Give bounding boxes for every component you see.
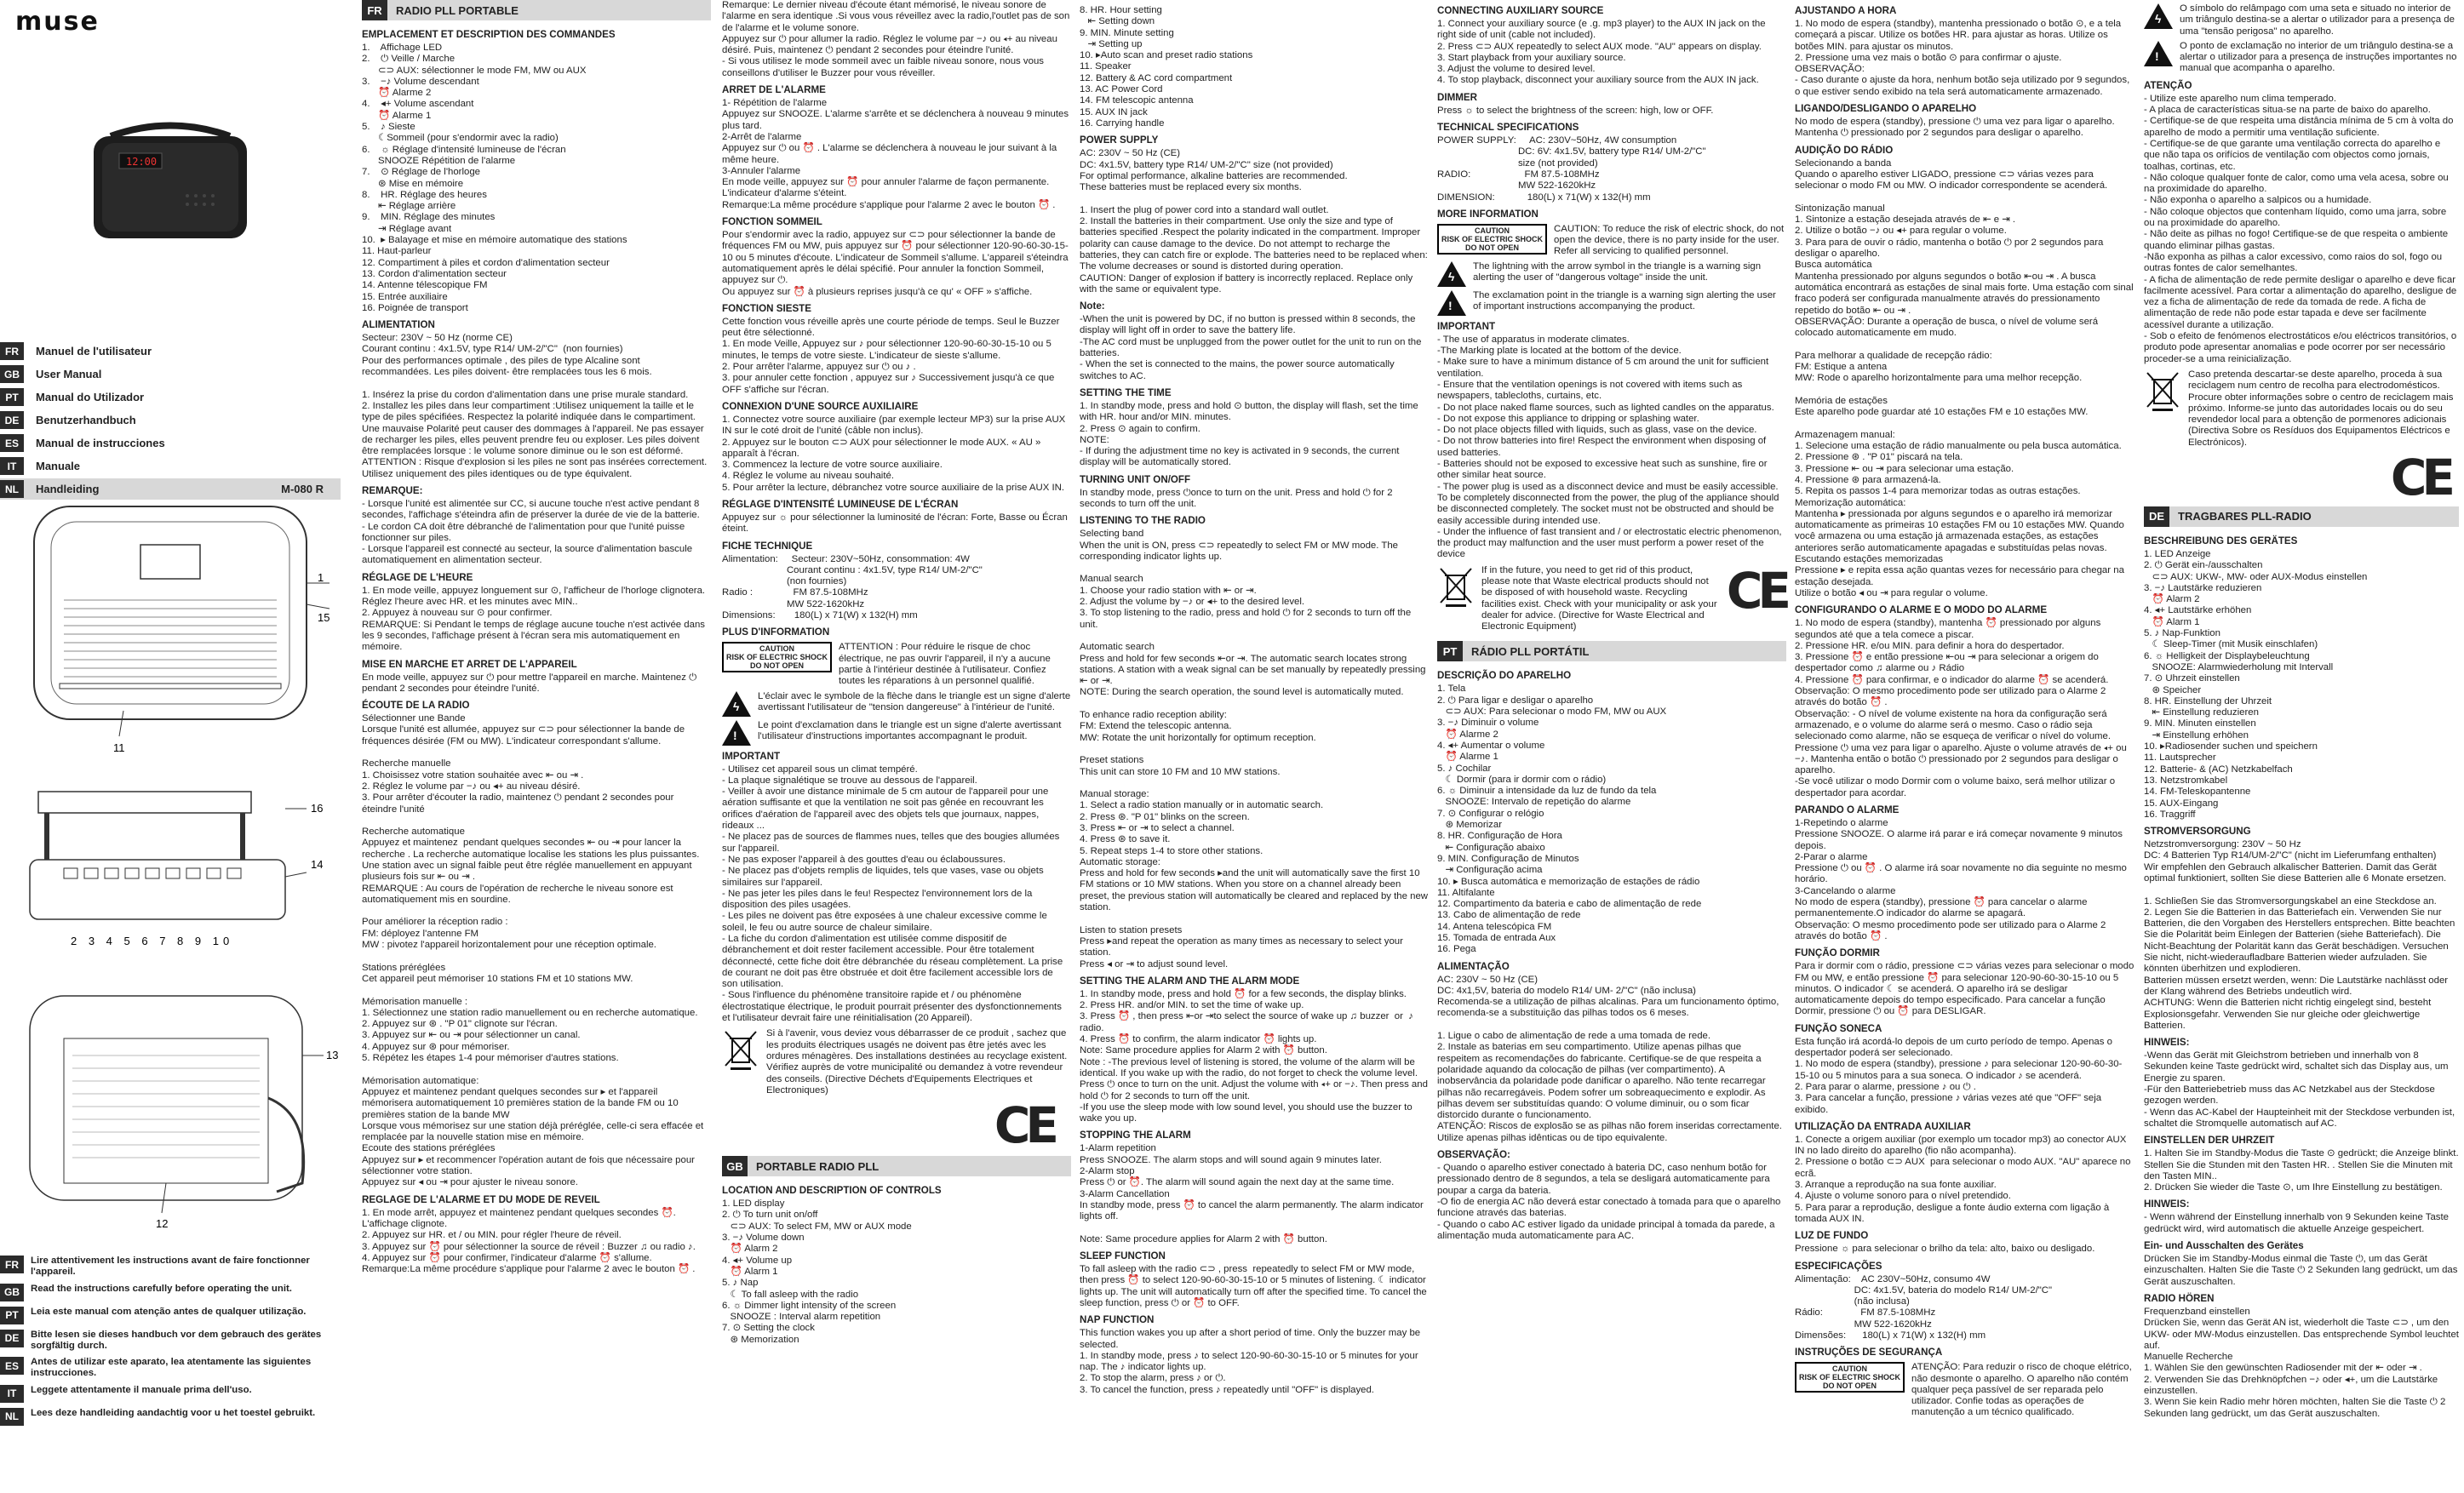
notice-row bbox=[0, 1330, 341, 1353]
notice-row bbox=[0, 1357, 341, 1380]
section-band-pt bbox=[1437, 641, 1786, 661]
section-text: Pour s'endormir avec la radio, appuyez sur ⊂⊃ pour sélectionner la bande de fréquences FM ou MW, puis appuyez sur ⏰ pour sélectionner 120-90-60-30-15-10 ou 5 minutes d'écoute. L'indicateur de Sommeil s'allume. L'appareil s'éteindra automatiquement après le délai spécifié. Pour annuler la fonction Sommeil, appuyez sur ⏻. Ou appuyez sur ⏰ à plusieurs reprises jusqu'à ce qu' « OFF » s'affiche. bbox=[722, 230, 1069, 297]
section-heading: EMPLACEMENT ET DESCRIPTION DES COMMANDES bbox=[362, 29, 616, 40]
section-heading: ALIMENTATION bbox=[362, 319, 435, 331]
exclaim-row bbox=[1437, 290, 1786, 316]
section-text: AC: 230V ~ 50 Hz (CE) DC: 4x1,5V, bateria do modelo R14/ UM- 2/"C" (não inclusa) Recomenda-se a utilização de pilhas alcalinas. Para um funcionamento óptimo, recomenda-se a substituição das pilhas todos os 6 meses. 1. Ligue o cabo de alimentação de rede a uma tomada de rede. 2. Instale as baterias em seu compartimento. Utilize apenas pilhas que respeitem as recomendações do fabricante. Certifique-se de que respeita a polaridade aquando da colocação de pilhas (ver compartimento). A inobservância da polaridade pode danificar o aparelho. Não tente recarregar pilhas não recarregáveis. Podem sofrer um sobreaquecimento e explodir. As pilhas devem ser substituídas quando: O volume diminuir, ou o som ficar distorcido durante o funcionamento. ATENÇÃO: Riscos de explosão se as pilhas não forem inseridas correctamente. Utilize apenas pilhas idênticas ou de tipo equivalente. bbox=[1437, 974, 1782, 1143]
section-text: Leia este manual com atenção antes de qualquer utilização. bbox=[31, 1306, 307, 1317]
section-heading: FICHE TECHNIQUE bbox=[722, 540, 813, 552]
exclamation-warning-icon: ! bbox=[2144, 41, 2173, 66]
section-heading: FONCTION SIESTE bbox=[722, 302, 811, 314]
section-text: Netzstromversorgung: 230V ~ 50 Hz DC: 4 Batterien Typ R14/UM-2/"C" (nicht im Lieferumfang enthalten) Wir empfehlen den Gebrauch alkalischer Batterien. Damit das Gerät optimal funktioniert, sollten Sie diese Batterien alle 6 Monate ersetzen. 1. Schließen Sie das Stromversorgungskabel an eine Steckdose an. 2. Legen Sie die Batterien in das Batteriefach ein. Verwenden Sie nur Batterien, die den Vorgaben des Herstellers entsprechen. Bitte beachten Sie die Polarität beim Einlegen der Batterien (siehe Batteriefach). Die Nicht-Beachtung der Polarität kann das Gerät beschädigen. Versuchen Sie nicht, nicht-wiederaufladbare Batterien wieder aufzuladen. Sie könnten überhitzen und explodieren. Batterien müssen ersetzt werden, wenn: Die Lautstärke nachlässt oder der Klang während des Betriebs undeutlich wird. ACHTUNG: Wenn die Batterien nicht richtig eingelegt sind, besteht Explosionsgefahr. Verwenden Sie nur gleiche oder gleichwertige Batterien. bbox=[2144, 839, 2455, 1031]
top-view-diagram bbox=[13, 783, 345, 962]
section-text: Esta função irá acordá-lo depois de um curto período de tempo. Apenas o despertador poderá ser selecionado. 1. No modo de espera (standby), pressione ♪ para selecionar 120-90-60-30-15-10 ou 5 minutos para a sua soneca. O indicador ♪ se acenderá. 2. Para parar o alarme, pressione ♪ ou ⏻ . 3. Para cancelar a função, pressione ♪ várias vezes até que "OFF" seja exibido. bbox=[1795, 1036, 2123, 1115]
callout-16: 16 bbox=[311, 802, 324, 815]
language-row bbox=[0, 409, 341, 431]
section-text: Secteur: 230V ~ 50 Hz (norme CE) Courant continu : 4x1.5V, type R14/ UM-2/"C" (non fournies) Pour des performances optimale , des piles de type Alcaline sont recommandées. Les piles doivent- être remplacées tous les 6 mois. 1. Insérez la prise du cordon d'alimentation dans une prise murale standard. 2. Installez les piles dans leur compartiment :Utilisez uniquement la taille et le type de piles spécifiées. Respectez la polarité indiquée dans le compartiment. Une mauvaise Polarité peut causer des dommages à l'appareil. Ne pas essayer de recharger les piles, elles peuvent prendre feu ou exploser. Les piles doivent être remplacées lorsque : le volume sonore diminue ou le son est déformé. ATTENTION : Risque d'explosion si les piles ne sont pas insérées correctement. Utilisez uniquement des piles identiques ou de type équivalent. bbox=[362, 333, 708, 479]
section-heading: LOCATION AND DESCRIPTION OF CONTROLS bbox=[722, 1185, 942, 1197]
section-heading: PLUS D'INFORMATION bbox=[722, 626, 830, 638]
weee-row bbox=[1437, 561, 1786, 633]
lightning-row bbox=[2144, 3, 2459, 37]
ce-mark-icon: CE bbox=[2390, 448, 2450, 506]
language-row bbox=[0, 455, 341, 477]
language-code-tag: NL bbox=[0, 480, 24, 498]
crossed-bin-icon bbox=[2144, 369, 2181, 412]
section-text: 1-Repetindo o alarme Pressione SNOOZE. O alarme irá parar e irá começar novamente 9 minutos depois. 2-Parar o alarme Pressione ⏻ ou ⏰ . O alarme irá soar novamente no dia seguinte no mesmo horário. 3-Cancelando o alarme No modo de espera (standby), pressione ⏰ para cancelar o alarme permanentemente.O indicador do alarme se apagará. Observação: O mesmo procedimento pode ser utilizado para o Alarme 2 através do botão ⏰ . bbox=[1795, 818, 2127, 941]
section-text: 8. HR. Hour setting ⇤ Setting down 9. MIN. Minute setting ⇥ Setting up 10. ▸Auto scan and preset radio stations 11. Speaker 12. Battery & AC cord compartment 13. AC Power Cord 14. FM telescopic antenna 15. AUX IN jack 16. Carrying handle bbox=[1080, 5, 1253, 129]
section-text: Sélectionner une Bande Lorsque l'unité est allumée, appuyez sur ⊂⊃ pour sélectionner la bande de fréquences désirée (FM ou MW). L'indicateur correspondant s'allume. Recherche manuelle 1. Choisissez votre station souhaitée avec ⇤ ou ⇥ . 2. Réglez le volume par −♪ ou ◂+ au niveau désiré. 3. Pour arrêter d'écouter la radio, maintenez ⏻ pendant 2 secondes pour éteindre l'unité Recherche automatique Appuyez et maintenez pendant quelques secondes ⇤ ou ⇥ pour lancer la recherche . La recherche automatique localise les stations les plus puissantes. Une station avec un signal faible peut être réglée manuellement en appuyant plusieurs fois sur ⇤ ou ⇥ . REMARQUE : Au cours de l'opération de recherche le niveau sonore est automatiquement mis en sourdine. Pour améliorer la réception radio : FM: déployez l'antenne FM MW : pivotez l'appareil horizontalement pour une réception optimale. Stations préréglées Cet appareil peut mémoriser 10 stations FM et 10 stations MW. Mémorisation manuelle : 1. Sélectionnez une station radio manuellement ou en recherche automatique. 2. Appuyez sur ⊛ . "P 01" clignote sur l'écran. 3. Appuyez sur ⇤ ou ⇥ pour sélectionner un canal. 4. Appuyez sur ⊛ pour mémoriser. 5. Répétez les étapes 1-4 pour mémoriser d'autres stations. Mémorisation automatique: Appuyez et maintenez pendant quelques secondes sur ▸ et l'appareil mémorisera automatiquement 10 premières station de la bande FM ou 10 premières station de la bande MW Lorsque vous mémorisez sur une station déjà préréglée, celle-ci sera effacée et remplacée par la nouvelle station mise en mémoire. Ecoute des stations préréglées Appuyez sur ▸ et recommencer l'opération autant de fois que nécessaire pour sélectionner votre station. Appuyez sur ◂ ou ⇥ pour ajuster le niveau sonore. bbox=[362, 713, 704, 1188]
callout-12: 12 bbox=[156, 1217, 169, 1230]
section-heading: MORE INFORMATION bbox=[1437, 208, 1539, 220]
section-text: -When the unit is powered by DC, if no button is pressed within 8 seconds, the display will light off in order to save the battery life. -The AC cord must be unplugged from the power outlet for the unit to run on the batteries. - When the set is connected to the mains, the power source automatically switches to AC. bbox=[1080, 314, 1422, 381]
band-title: Manuel de l'utilisateur bbox=[36, 345, 152, 358]
section-text: 1. Conecte a origem auxiliar (por exemplo um tocador mp3) ao conector AUX IN no lado direito do aparelho (fio não acompanha). 2. Pressione o botão ⊂⊃ AUX para selecionar o modo AUX. "AU" aparece no ecrã. 3. Arranque a reprodução na sua fonte auxiliar. 4. Ajuste o volume sonoro para o nível pretendido. 5. Para parar a reprodução, desligue a fonte áudio externa com ligação à tomada AUX IN. bbox=[1795, 1134, 2131, 1224]
language-row bbox=[0, 340, 341, 362]
language-code-tag: ES bbox=[0, 434, 24, 452]
section-text: En mode veille, appuyez sur ⏻ pour mettre l'appareil en marche. Maintenez ⏻ pendant 2 secondes pour éteindre l'unité. bbox=[362, 672, 700, 694]
lightning-warning-icon: ϟ bbox=[722, 691, 751, 717]
section-text: - Utilize este aparelho num clima temperado. - A placa de características situa-se na parte de baixo do aparelho. - Certifique-se de que respeita uma distância mínima de 5 cm à volta do aparelho de modo a permitir uma ventilação suficiente. - Certifique-se de que garante uma ventilação correcta do aparelho e que não tapa os orifícios de ventilação com objectos como jornais, toalhas, cortinas, etc. - Não coloque qualquer fonte de calor, como uma vela acesa, sobre ou na proximidade do aparelho. - Não exponha o aparelho a salpicos ou a humidade. - Não coloque objectos que contenham líquido, como uma jarra, sobre ou na proximidade do aparelho. - Não deite as pilhas no fogo! Certifique-se de que respeita o ambiente quando eliminar pilhas gastas. -Não exponha as pilhas a calor excessivo, como raios do sol, fogo ou outras fontes de calor semelhantes. - A ficha de alimentação de rede permite desligar o aparelho e deve ficar facilmente acessível. Para cortar a alimentação do aparelho, desligue de vez a ficha de alimentação de rede da tomada de rede. A ficha de alimentação de rede não pode estar tapada e deve ser facilmente acessível durante a utilização. - Sob o efeito de fenómenos electrostáticos e/ou eléctricos transitórios, o produto pode apresentar anomalias e pode ocorrer por ser necessário proceder-se a uma reinicialização. bbox=[2144, 93, 2457, 364]
section-band-de bbox=[2144, 506, 2459, 527]
section-text: -Wenn das Gerät mit Gleichstrom betrieben und innerhalb von 8 Sekunden keine Taste gedrückt wird, schaltet sich das Display aus, um Energie zu sparen. -Für den Batteriebetrieb muss das AC Netzkabel aus der Steckdose gezogen werden. - Wenn das AC-Kabel der Haupteinheit mit der Steckdose verbunden ist, schaltet die Stromquelle automatisch auf AC. bbox=[2144, 1050, 2455, 1129]
weee-row bbox=[722, 1028, 1071, 1096]
section-heading: TECHNICAL SPECIFICATIONS bbox=[1437, 122, 1579, 134]
section-text: Press ☼ to select the brightness of the screen: high, low or OFF. bbox=[1437, 105, 1714, 116]
section-heading: EINSTELLEN DER UHRZEIT bbox=[2144, 1135, 2275, 1147]
band-title: Manual do Utilizador bbox=[36, 391, 145, 403]
section-heading: SLEEP FUNCTION bbox=[1080, 1250, 1166, 1262]
fr-column-1 bbox=[362, 0, 711, 1493]
section-text: 1-Alarm repetition Press SNOOZE. The alarm stops and will sound again 9 minutes later. 2-Alarm stop Press ⏻ or ⏰. The alarm will sound again the next day at the same time. 3-Alarm Cancellation In standby mode, press ⏰ to cancel the alarm permanently. The alarm indicator lights off. Note: Same procedure applies for Alarm 2 with ⏰ button. bbox=[1080, 1143, 1424, 1244]
section-heading: LISTENING TO THE RADIO bbox=[1080, 515, 1206, 527]
notice-row bbox=[0, 1307, 341, 1324]
button-callouts: 2 3 4 5 6 7 8 9 10 bbox=[71, 935, 234, 947]
language-code-tag: IT bbox=[0, 1385, 24, 1403]
section-text: ATTENTION : Pour réduire le risque de choc électrique, ne pas ouvrir l'appareil, il n'y a aucune partie à l'intérieur destinée à l'utilisateur. Confiez toutes les réparations à un personnel qualifié. bbox=[839, 642, 1053, 687]
gb-pt-column bbox=[1437, 0, 1786, 1493]
section-text: Leggete attentamente il manuale prima dell'uso. bbox=[31, 1384, 252, 1395]
language-row bbox=[0, 386, 341, 408]
callout-14: 14 bbox=[311, 858, 324, 871]
caution-row bbox=[1437, 224, 1786, 258]
language-code-tag: FR bbox=[0, 342, 24, 360]
section-heading: DIMMER bbox=[1437, 91, 1478, 103]
section-heading: SETTING THE TIME bbox=[1080, 386, 1172, 398]
section-text: Drücken Sie im Standby-Modus einmal die Taste ⏻, um das Gerät einzuschalten. Halten Sie die Taste ⏻ 2 Sekunden lang gedrückt, um das Gerät auszuschalten. bbox=[2144, 1254, 2461, 1287]
language-code-tag: NL bbox=[0, 1408, 24, 1426]
section-text: Read the instructions carefully before operating the unit. bbox=[31, 1283, 292, 1294]
language-code-tag: DE bbox=[0, 1330, 24, 1347]
section-text: 1- Répétition de l'alarme Appuyez sur SNOOZE. L'alarme s'arrête et se déclenchera à nouveau 9 minutes plus tard. 2-Arrêt de l'alarme Appuyez sur ⏻ ou ⏰ . L'alarme se déclenchera à nouveau le jour suivant à la même heure. 3-Annuler l'alarme En mode veille, appuyez sur ⏰ pour annuler l'alarme de façon permanente. L'indicateur d'alarme s'éteint. Remarque:La même procédure s'applique pour l'alarme 2 avec le bouton ⏰ . bbox=[722, 98, 1069, 210]
section-text: 1. LED display 2. ⏻ To turn unit on/off ⊂⊃ AUX: To select FM, MW or AUX mode 3. −♪ Volume down ⏰ Alarm 2 4. ◂+ Volume up ⏰ Alarm 1 5. ♪ Nap ☾ To fall asleep with the radio 6. ☼ Dimmer light intensity of the screen SNOOZE : Interval alarm repetition 7. ⊙ Setting the clock ⊛ Memorization bbox=[722, 1198, 912, 1345]
crossed-bin-icon bbox=[1437, 565, 1475, 608]
section-text: L'éclair avec le symbole de la flèche dans le triangle est un signe d'alerte avertissant l'utilisateur de "tension dangereuse" à l'intérieur de l'unité. bbox=[758, 690, 1074, 712]
section-heading: SETTING THE ALARM AND THE ALARM MODE bbox=[1080, 975, 1300, 987]
section-text: Frequenzband einstellen Drücken Sie, wenn das Gerät AN ist, wiederholt die Taste ⊂⊃ , um den UKW- oder MW-Modus einzustellen. Das entsprechende Symbol leuchtet auf. Manuelle Recherche 1. Wählen Sie den gewünschten Radiosender mit der ⇤ oder ⇥ . 2. Verwenden Sie das Drehknöpfchen −♪ oder ◂+, um die Lautstärke einzustellen. 3. Wenn Sie kein Radio mehr hören möchten, halten Sie die Taste ⏻ 2 Sekunden lang gedrückt, um das Gerät auszuschalten. bbox=[2144, 1306, 2459, 1419]
lightning-row bbox=[1437, 261, 1786, 287]
band-title: Manuale bbox=[36, 460, 81, 472]
back-view-diagram bbox=[13, 987, 345, 1234]
section-heading: UTILIZAÇÃO DA ENTRADA AUXILIAR bbox=[1795, 1120, 1971, 1132]
section-heading: STOPPING THE ALARM bbox=[1080, 1130, 1191, 1141]
section-text: 1. In standby mode, press and hold ⊙ button, the display will flash, set the time with HR. hour and/or MIN. minutes. 2. Press ⊙ again to confirm. NOTE: - If during the adjustment time no key is activated in 9 seconds, the current display will be automatically stored. bbox=[1080, 400, 1418, 468]
section-text: 1. Connect your auxiliary source (e .g. mp3 player) to the AUX IN jack on the right side of unit (cable not included). 2. Press ⊂⊃ AUX repeatedly to select AUX mode. "AU" appears on display. 3. Start playback from your auxiliary source. 3. Adjust the volume to desired level. 4. To stop playback, disconnect your auxiliary source from the AUX IN jack. bbox=[1437, 19, 1766, 86]
section-heading: CONFIGURANDO O ALARME E O MODO DO ALARME bbox=[1795, 604, 2048, 616]
section-heading: HINWEIS: bbox=[2144, 1037, 2190, 1049]
section-text: 1. Connectez votre source auxiliaire (par exemple lecteur MP3) sur la prise AUX IN sur le coté droit de l'unité (câble non inclus). 2. Appuyez sur le bouton ⊂⊃ AUX pour sélectionner le mode AUX. « AU » apparaît à l'écran. 3. Commencez la lecture de votre source auxiliaire. 4. Réglez le volume au niveau souhaité. 5. Pour arrêter la lecture, débranchez votre source auxiliaire de la prise AUX IN. bbox=[722, 414, 1066, 493]
section-text: Selecting band When the unit is ON, press ⊂⊃ repeatedly to select FM or MW mode. The corresponding indicator lights up. Manual search 1. Choose your radio station with ⇤ or ⇥. 2. Adjust the volume by −♪ or ◂+ to the desired level. 3. To stop listening to the radio, press and hold ⏻ for 2 seconds to turn off the unit. Automatic search Press and hold for few seconds ⇤or ⇥. The automatic search locates strong stations. A station with a weak signal can be set manually by repeatedly pressing ⇤ or ⇥. NOTE: During the search operation, the sound level is automatically muted. To enhance radio reception ability: FM: Extend the telescopic antenna. MW: Rotate the unit horizontally for optimum reception. Preset stations This unit can store 10 FM and 10 MW stations. Manual storage: 1. Select a radio station manually or in automatic search. 2. Press ⊛. "P 01" blinks on the screen. 3. Press ⇤ or ⇥ to select a channel. 4. Press ⊛ to save it. 5. Repeat steps 1-4 to store other stations. Automatic storage: Press and hold for few seconds ▸and the unit will automatically save the first 10 FM stations or 10 MW stations. When you store on a channel already been preset, the previous station will automatically be cleared and replaced by the new station. Listen to station presets Press ▸and repeat the operation as many times as necessary to select your station. Press ◂ or ⇥ to adjust sound level. bbox=[1080, 529, 1429, 970]
section-heading: REGLAGE DE L'ALARME ET DU MODE DE REVEIL bbox=[362, 1193, 600, 1205]
band-title: Manual de instrucciones bbox=[36, 437, 165, 449]
band-title: TRAGBARES PLL-RADIO bbox=[2178, 510, 2312, 523]
section-text: AC: 230V ~ 50 Hz (CE) DC: 4x1.5V, battery type R14/ UM-2/"C" size (not provided) For optimal performance, alkaline batteries are recommended. These batteries must be replaced every six months. 1. Insert the plug of power cord into a standard wall outlet. 2. Install the batteries in their compartment. Use only the size and type of batteries specified .Respect the polarity indicated in the compartment. Improper polarity can cause damage to the device. Do not attempt to recharge the batteries, they can catch fire or explode. The batteries need to be replaced when: The volume decreases or sound is distorted during operation. CAUTION: Danger of explosion if battery is incorrectly replaced. Replace only with the same or equivalent type. bbox=[1080, 148, 1428, 295]
section-text: Si à l'avenir, vous deviez vous débarrasser de ce produit , sachez que les produits électriques usagés ne doivent pas être jetés avec les ordures ménagères. Des installations destinées au recyclage existent. Vérifiez auprès de votre municipalité ou demandez à votre revendeur des conseils. (Directive Déchets d'Equipements Electriques et Electroniques) bbox=[766, 1028, 1070, 1095]
section-text: 1. Tela 2. ⏻ Para ligar e desligar o aparelho ⊂⊃ AUX: Para selecionar o modo FM, MW ou AUX 3. −♪ Diminuir o volume ⏰ Alarme 2 4. ◂+ Aumentar o volume ⏰ Alarme 1 5. ♪ Cochilar ☾ Dormir (para ir dormir com o rádio) 6. ☼ Diminuir a intensidade da luz de fundo da tela SNOOZE: Intervalo de repetição do alarme 7. ⊙ Configurar o relógio ⊛ Memorizar 8. HR. Configuração de Hora ⇤ Configuração abaixo 9. MIN. Configuração de Minutos ⇥ Configuração acima 10. ▸ Busca automática e memorização de estações de rádio 11. Altifalante 12. Compartimento da bateria e cabo de alimentação de rede 13. Cabo de alimentação de rede 14. Antena telescópica FM 15. Tomada de entrada Aux 16. Pega bbox=[1437, 684, 1702, 955]
language-code-tag: PT bbox=[0, 388, 24, 406]
section-heading: MISE EN MARCHE ET ARRET DE L'APPAREIL bbox=[362, 658, 577, 670]
section-band-fr bbox=[362, 0, 711, 20]
exclamation-warning-icon: ! bbox=[722, 720, 751, 746]
section-text: - Wenn während der Einstellung innerhalb von 9 Sekunden keine Taste gedrückt wird, wird automatisch die aktuelle Anzeige gespeichert. bbox=[2144, 1212, 2452, 1234]
exclaim-row bbox=[2144, 41, 2459, 75]
caution-label-icon: CAUTION RISK OF ELECTRIC SHOCK DO NOT OPEN bbox=[1437, 224, 1547, 255]
callout-15: 15 bbox=[318, 611, 330, 624]
section-heading: POWER SUPPLY bbox=[1080, 134, 1159, 146]
read-instructions-notices bbox=[0, 1256, 341, 1431]
section-text: If in the future, you need to get rid of this product, please note that Waste electrical products should not be disposed of with household waste. Recycling facilities exist. Check with your municipality or ask your dealer for advice. (Directive for Waste Electrical and Electronic Equipment) bbox=[1481, 564, 1720, 632]
band-title: Handleiding bbox=[36, 483, 100, 495]
language-code-tag: GB bbox=[0, 365, 24, 383]
section-heading: HINWEIS: bbox=[2144, 1198, 2190, 1210]
section-text: No modo de espera (standby), pressione ⏻ uma vez para ligar o aparelho. Mantenha ⏻ pressionado por 2 segundos para desligar o aparelho. bbox=[1795, 117, 2117, 139]
band-title: Benutzerhandbuch bbox=[36, 414, 136, 426]
svg-text:12:00: 12:00 bbox=[126, 156, 158, 168]
section-heading: ATENÇÃO bbox=[2144, 79, 2192, 91]
section-text: - Quando o aparelho estiver conectado à bateria DC, caso nenhum botão for pressionado dentro de 8 segundos, a tela se desligará automaticamente para poupar a carga da bateria. -O fio de energia AC não deverá estar conectado à tomada para que o aparelho funcione através das baterias. - Quando o cabo AC estiver ligado da unidade principal à tomada da parede, a alimentação muda automaticamente para AC. bbox=[1437, 1163, 1781, 1241]
front-view-diagram bbox=[13, 481, 345, 770]
band-title: RÁDIO PLL PORTÁTIL bbox=[1471, 644, 1590, 658]
section-text: Antes de utilizar este aparato, lea atentamente las siguientes instrucciones. bbox=[31, 1357, 314, 1379]
section-text: 1. No modo de espera (standby), mantenha ⏰ pressionado por alguns segundos até que a tela comece a piscar. 2. Pressione HR. e/ou MIN. para definir a hora do despertador. 3. Pressione ⏰ e então pressione ⇤ou ⇥ para selecionar a origem do despertador como ♫ alarme ou ♪ Rádio 4. Pressione ⏰ para confirmar, e o indicador do alarme ⏰ se acenderá. Observação: O mesmo procedimento pode ser utilizado para o Alarme 2 através do botão ⏰ . Observação: - O nível de volume existente na hora da configuração será armazenado, e o volume do alarme será o mesmo. Caso o rádio seja selecionado como alarme, não se esqueça de verificar o nível do volume. Pressione ⏻ uma vez para ligar o aparelho. Ajuste o volume através de ◂+ ou −♪. Mantenha então o botão ⏻ pressionado por 2 segundos para desligar o aparelho. -Se você utilizar o modo Dormir com o volume baixo, será melhor utilizar o despertador para acordar. bbox=[1795, 618, 2127, 798]
notice-row bbox=[0, 1408, 341, 1426]
language-code-tag: GB bbox=[0, 1284, 24, 1301]
section-text: To fall asleep with the radio ⊂⊃ , press repeatedly to select FM or MW mode, then press ⏰ to select 120-90-60-30-15-10 or 5 minutes of listening. ☾ indicator lights up. The unit will automatically turn off after the specified time. To cancel the sleep function, press ⏻ or ⏰ to OFF. bbox=[1080, 1264, 1430, 1308]
section-text: Lire attentivement les instructions avant de faire fonctionner l'appareil. bbox=[31, 1256, 313, 1278]
brand-logo: muse bbox=[15, 7, 100, 37]
section-text: Remarque: Le dernier niveau d'écoute étant mémorisé, le niveau sonore de l'alarme en sera identique .Si vous vous réveillez avec la radio,l'outlet pas de son de l'alarme et le volume sonore. Appuyez sur ⏻ pour allumer la radio. Réglez le volume par −♪ ou ◂+ au niveau désiré. Puis, maintenez ⏻ pendant 2 secondes pour éteindre l'unité. - Si vous utilisez le mode sommeil avec un faible niveau sonore, nous vous conseillons d'utiliser le Buzzer pour vous réveiller. bbox=[722, 0, 1070, 78]
section-text: Lees deze handleiding aandachtig voor u het toestel gebruikt. bbox=[31, 1407, 316, 1418]
section-heading: RADIO HÖREN bbox=[2144, 1292, 2215, 1304]
section-heading: AUDIÇÃO DO RÁDIO bbox=[1795, 144, 1894, 156]
language-code-tag: ES bbox=[0, 1357, 24, 1375]
section-text: Alimentação: AC 230V~50Hz, consumo 4W DC: 4x1.5V, bateria do modelo R14/ UM-2/"C" (não inclusa) Rádio: FM 87.5-108MHz MW 522-1620kHz Dimensões: 180(L) x 71(W) x 132(H) mm bbox=[1795, 1273, 2053, 1341]
section-text: ATENÇÃO: Para reduzir o risco de choque elétrico, não desmonte o aparelho. O aparelho não contém qualquer peça passível de ser reparada pelo utilizador. Confie todas as operações de manutenção a um técnico qualificado. bbox=[1911, 1362, 2135, 1418]
caution-label-icon: CAUTION RISK OF ELECTRIC SHOCK DO NOT OPEN bbox=[1795, 1362, 1905, 1393]
language-code-tag: PT bbox=[1437, 641, 1463, 661]
caution-label-icon: CAUTION RISK OF ELECTRIC SHOCK DO NOT OPEN bbox=[722, 642, 832, 672]
section-heading: LIGANDO/DESLIGANDO O APARELHO bbox=[1795, 103, 1977, 115]
section-text: 1. En mode veille, appuyez longuement sur ⊙, l'afficheur de l'horloge clignotera. Réglez l'heure avec HR. et les minutes avec MIN.. 2. Appuyez à nouveau sur ⊙ pour confirmer. REMARQUE: Si Pendant le temps de réglage aucune touche n'est activée dans les 9 secondes, l'affichage présent à l'écran sera mis automatiquement en mémoire. bbox=[362, 585, 706, 653]
section-text: POWER SUPPLY: AC: 230V~50Hz, 4W consumption DC: 6V: 4x1.5V, battery type R14/ UM-2/"C" size (not provided) RADIO: FM 87.5-108MHz MW 522-1620kHz DIMENSION: 180(L) x 71(W) x 132(H) mm bbox=[1437, 135, 1706, 203]
callout-11: 11 bbox=[113, 741, 125, 754]
section-heading: ÉCOUTE DE LA RADIO bbox=[362, 700, 470, 712]
section-heading: TURNING UNIT ON/OFF bbox=[1080, 473, 1191, 485]
language-code-tag: PT bbox=[0, 1307, 24, 1324]
band-title: PORTABLE RADIO PLL bbox=[756, 1159, 880, 1173]
ce-mark-icon: CE bbox=[994, 1096, 1054, 1155]
section-text: This function wakes you up after a short period of time. Only the buzzer may be selected. 1. In standby mode, press ♪ to select 120-90-60-30-15-10 or 5 minutes for your nap. The ♪ indicator lights up. 2. To stop the alarm, press ♪ or ⏻. 3. To cancel the function, press ♪ repeatedly until "OFF" is displayed. bbox=[1080, 1328, 1421, 1395]
section-heading: CONNECTING AUXILIARY SOURCE bbox=[1437, 5, 1604, 16]
lightning-warning-icon: ϟ bbox=[2144, 3, 2173, 29]
section-heading: AJUSTANDO A HORA bbox=[1795, 5, 1897, 16]
section-heading: REMARQUE: bbox=[362, 484, 423, 496]
lightning-row bbox=[722, 690, 1074, 717]
section-text: Le point d'exclamation dans le triangle est un signe d'alerte avertissant l'utilisateur d'instructions importantes accompagnant le produit. bbox=[758, 719, 1064, 741]
section-text: Para ir dormir com o rádio, pressione ⊂⊃ várias vezes para selecionar o modo FM ou MW, e então pressione ⏰ para selecionar 120-90-60-30-15-10 ou 5 minutos. O indicador ☾ se acenderá. O aparelho irá se desligar automaticamente depois do tempo especificado. Para cancelar a função Dormir, pressione ⏻ ou ⏰ para DESLIGAR. bbox=[1795, 961, 2137, 1017]
callout-1: 1 bbox=[318, 571, 324, 584]
notice-row bbox=[0, 1256, 341, 1278]
section-text: 1. En mode arrêt, appuyez et maintenez pendant quelques secondes ⏰. L'affichage clignote. 2. Appuyez sur HR. et / ou MIN. pour régler l'heure de réveil. 3. Appuyez sur ⏰ pour sélectionner la source de réveil : Buzzer ♫ ou radio ♪. 4. Appuyez sur ⏰ pour confirmer, l'indicateur d'alarme ⏰ s'allume. Remarque:La même procédure s'applique pour l'alarme 2 avec le bouton ⏰ . bbox=[362, 1207, 696, 1275]
exclaim-row bbox=[722, 720, 1071, 746]
section-text: 1. No modo de espera (standby), mantenha pressionado o botão ⊙, e a tela começará a piscar. Utilize os botões HR. para ajustar as horas. Utilize os botões MIN. para ajustar os minutos. 2. Pressione uma vez mais o botão ⊙ para confirmar o ajuste. OBSERVAÇÃO: - Caso durante o ajuste da hora, nenhum botão seja utilizado por 9 segundos, o que estiver sendo exibido na tela será automaticamente armazenado. bbox=[1795, 19, 2130, 97]
language-code-tag: IT bbox=[0, 457, 24, 475]
section-heading: NAP FUNCTION bbox=[1080, 1314, 1155, 1326]
caution-row bbox=[1795, 1362, 2135, 1418]
product-photo bbox=[85, 119, 255, 247]
section-heading: RÉGLAGE D'INTENSITÉ LUMINEUSE DE L'ÉCRAN bbox=[722, 498, 959, 510]
section-text: CAUTION: To reduce the risk of electric shock, do not open the device, there is no party inside for the user. Refer all servicing to qualified personnel. bbox=[1554, 223, 1787, 257]
cover-column bbox=[0, 0, 349, 1493]
section-text: - The use of apparatus in moderate climates. -The Marking plate is located at the bottom of the device. - Make sure to have a minimum distance of 5 cm around the unit for sufficient ventilation. - Ensure that the ventilation openings is not covered with items such as newspapers, tablecloths, curtains, etc. - Do not place naked flame sources, such as lighted candles on the apparatus. - Do not expose this appliance to dripping or splashing water. - Do not place objects filled with liquids, such as glass, vase on the device. - Do not throw batteries into fire! Respect the environment when disposing of used batteries. - Batteries should not be exposed to excessive heat such as sunshine, fire or other similar heat source. - The power plug is used as a disconnect device and must be easily accessible. To be completely disconnected from the power, the plug of the appliance should be disconnected completely. The socket must not be obstructed and should be easily accessible during intended use. - Under the influence of fast transient and / or electrostatic electric phenomenon, the product may malfunction and the user must perform a power reset of the device bbox=[1437, 334, 1782, 560]
model-number: M-080 R bbox=[281, 483, 324, 495]
notice-row bbox=[0, 1385, 341, 1403]
section-heading: FONCTION SOMMEIL bbox=[722, 216, 822, 228]
section-text: 1. LED Anzeige 2. ⏻ Gerät ein-/ausschalten ⊂⊃ AUX: UKW-, MW- oder AUX-Modus einstellen 3. −♪ Lautstärke reduzieren ⏰ Alarm 2 4. ◂+ Lautstärke erhöhen ⏰ Alarm 1 5. ♪ Nap-Funktion ☾ Sleep-Timer (mit Musik einschlafen) 6. ☼ Helligkeit der Displaybeleuchtung SNOOZE: Alarmwiederholung mit Intervall 7. ⊙ Uhrzeit einstellen ⊛ Speicher 8. HR. Einstellung der Uhrzeit ⇤ Einstellung reduzieren 9. MIN. Minuten einstellen ⇥ Einstellung erhöhen 10. ▸Radiosender suchen und speichern 11. Lautsprecher 12. Batterie- & (AC) Netzkabelfach 13. Netzstromkabel 14. FM-Teleskopantenne 15. AUX-Eingang 16. Traggriff bbox=[2144, 548, 2368, 820]
section-text: - Utilisez cet appareil sous un climat tempéré. - La plaque signalétique se trouve au dessous de l'appareil. - Veiller à avoir une distance minimale de 5 cm autour de l'appareil pour une aération suffisante et que la ventilation ne soit pas gênée en recouvrant les orifices d'aération de l'appareil avec des objets tels que journaux, nappes, rideaux ... - Ne placez pas de sources de flammes nues, telles que des bougies allumées sur l'appareil. - Ne pas exposer l'appareil à des gouttes d'eau ou éclaboussures. - Ne placez pas d'objets remplis de liquides, tels que vases, vase ou objets similaires sur l'appareil. - Ne pas jeter les piles dans le feu! Respectez l'environnement lors de la disposition des piles usagées. - Les piles ne doivent pas être exposées à une chaleur excessive comme le soleil, le feu ou autre source de chaleur similaire. - La fiche du cordon d'alimentation est utilisée comme dispositif de débranchement et doit rester facilement accessible. Pour être totalement déconnecté, cette fiche doit être débranchée du réseau complètement. La prise de courant ne doit pas être obstruée et doit être facilement accessible lors de son utilisation. - Sous l'influence du phénomène transitoire rapide et / ou phénomène électrostatique électrique, le produit pourrait présenter des dysfonctionnements et l'utilisateur devrait faire une réinitialisation (20 Appareil). bbox=[722, 764, 1063, 1024]
section-heading: RÉGLAGE DE L'HEURE bbox=[362, 571, 473, 583]
section-heading: Ein- und Ausschalten des Gerätes bbox=[2144, 1240, 2304, 1252]
language-row bbox=[0, 363, 341, 385]
section-text: The exclamation point in the triangle is a warning sign alerting the user of important instructions accompanying the product. bbox=[1473, 289, 1779, 312]
section-heading: FUNÇÃO SONECA bbox=[1795, 1022, 1882, 1034]
language-list bbox=[0, 340, 341, 501]
section-heading: BESCHREIBUNG DES GERÄTES bbox=[2144, 535, 2298, 546]
callout-13: 13 bbox=[326, 1049, 339, 1061]
crossed-bin-icon bbox=[722, 1028, 759, 1071]
language-code-tag: GB bbox=[722, 1156, 748, 1176]
section-heading: CONNEXION D'UNE SOURCE AUXILIAIRE bbox=[722, 400, 919, 412]
section-text: O ponto de exclamação no interior de um triângulo destina-se a alertar o utilizador para a presença de instruções importantes no manual que acompanha o aparelho. bbox=[2180, 40, 2460, 74]
weee-row bbox=[2144, 369, 2459, 449]
language-code-tag: FR bbox=[0, 1256, 24, 1273]
section-heading: ALIMENTAÇÃO bbox=[1437, 960, 1510, 972]
lightning-warning-icon: ϟ bbox=[1437, 261, 1466, 287]
section-text: Caso pretenda descartar-se deste aparelho, proceda à sua reciclagem num centro de recolha para electrodomésticos. Procure obter informações sobre o centro de reciclagem mais próximo. Informe-se junto das autoridades locais ou do seu revendedor local para a obtenção de pormenores adicionais (Directiva Sobre os Resíduos dos Equipamentos Eléctricos e Electrónicos). bbox=[2188, 369, 2456, 448]
section-heading: DESCRIÇÃO DO APARELHO bbox=[1437, 670, 1572, 682]
section-text: 1. Affichage LED 2. ⏻ Veille / Marche ⊂⊃ AUX: sélectionner le mode FM, MW ou AUX 3. −♪ Volume descendant ⏰ Alarme 2 4. ◂+ Volume ascendant ⏰ Alarme 1 5. ♪ Sieste ☾Sommeil (pour s'endormir avec la radio) 6. ☼ Réglage d'intensité lumineuse de l'écran SNOOZE Répétition de l'alarme 7. ⊙ Réglage de l'horloge ⊛ Mise en mémoire 8. HR. Réglage des heures ⇤ Réglage arrière 9. MIN. Réglage des minutes ⇥ Réglage avant 10. ▸ Balayage et mise en mémoire automatique des stations 11. Haut-parleur 12. Compartiment à piles et cordon d'alimentation secteur 13. Cordon d'alimentation secteur 14. Antenne télescopique FM 15. Entrée auxiliaire 16. Poignée de transport bbox=[362, 43, 627, 313]
fr-column-2 bbox=[722, 0, 1074, 1493]
section-text: 1. Halten Sie im Standby-Modus die Taste ⊙ gedrückt; die Anzeige blinkt. Stellen Sie die Stunden mit den Tasten HR. . Stellen Sie die Minuten mit den Tasten MIN.. 2. Drücken Sie wieder die Taste ⊙, um Ihre Einstellung zu bestätigen. bbox=[2144, 1148, 2459, 1193]
pt-column bbox=[1795, 0, 2135, 1493]
section-text: 1. In standby mode, press and hold ⏰ for a few seconds, the display blinks. 2. Press HR. and/or MIN. to set the time of wake up. 3. Press ⏰ , then press ⇤or ⇥to select the source of wake up ♫ buzzer or ♪ radio. 4. Press ⏰ to confirm, the alarm indicator ⏰ lights up. Note: Same procedure applies for Alarm 2 with ⏰ button. Note : -The previous level of listening is stored, the volume of the alarm will be identical. If you wake up with the radio, do not forget to check the volume level. Press ⏻ once to turn on the unit. Adjust the volume with ◂+ or −♪. Then press and hold ⏻ for 2 seconds to turn off the unit. -If you use the sleep mode with low sound level, you should use the buzzer to wake you up. bbox=[1080, 988, 1428, 1124]
language-code-tag: FR bbox=[362, 0, 387, 20]
section-heading: INSTRUÇÕES DE SEGURANÇA bbox=[1795, 1347, 1943, 1359]
section-heading: STROMVERSORGUNG bbox=[2144, 826, 2251, 838]
section-text: Cette fonction vous réveille après une courte période de temps. Seul le Buzzer peut être sélectionné. 1. En mode Veille, Appuyez sur ♪ pour sélectionner 120-90-60-30-15-10 ou 5 minutes, le temps de votre sieste. L'indicateur de sieste s'allume. 2. Pour arrêter l'alarme, appuyez sur ⏻ ou ♪ . 3. pour annuler cette fonction , appuyez sur ♪ Successivement jusqu'à ce que OFF s'affiche sur l'écran. bbox=[722, 316, 1060, 395]
section-heading: Note: bbox=[1080, 300, 1105, 312]
section-heading: IMPORTANT bbox=[1437, 320, 1496, 332]
section-heading: PARANDO O ALARME bbox=[1795, 804, 1900, 815]
section-heading: OBSERVAÇÃO: bbox=[1437, 1149, 1510, 1161]
notice-row bbox=[0, 1284, 341, 1301]
section-heading: ARRET DE L'ALARME bbox=[722, 84, 826, 96]
band-title: User Manual bbox=[36, 368, 102, 380]
section-band-gb bbox=[722, 1156, 1071, 1176]
section-heading: LUZ DE FUNDO bbox=[1795, 1230, 1869, 1242]
section-text: In standby mode, press ⏻once to turn on the unit. Press and hold ⏻ for 2 seconds to turn off the unit. bbox=[1080, 487, 1395, 509]
section-text: O símbolo do relâmpago com uma seta e situado no interior de um triângulo destina-se a alertar o utilizador para a presença de uma "tensão perigosa" no aparelho. bbox=[2180, 3, 2458, 37]
section-heading: FUNÇÃO DORMIR bbox=[1795, 947, 1880, 959]
section-text: Appuyez sur ☼ pour sélectionner la luminosité de l'écran: Forte, Basse ou Écran éteint. bbox=[722, 512, 1070, 535]
language-code-tag: DE bbox=[0, 411, 24, 429]
band-title: RADIO PLL PORTABLE bbox=[396, 3, 519, 17]
section-text: Selecionando a banda Quando o aparelho estiver LIGADO, pressione ⊂⊃ várias vezes para selecionar o modo FM ou MW. O indicador correspondente se acenderá. Sintonização manual 1. Sintonize a estação desejada através de ⇤ e ⇥ . 2. Utilize o botão −♪ ou ◂+ para regular o volume. 3. Para para de ouvir o rádio, mantenha o botão ⏻ por 2 segundos para desligar o aparelho. Busca automática Mantenha pressionado por alguns segundos o botão ⇤ou ⇥ . A busca automática encontrará as estações de sinal mais forte. Uma estação com sinal fraco poderá ser configurada manualmente através do pressionamento repetido do botão ⇤ ou ⇥ . OBSERVAÇÃO: Durante a operação de busca, o nível de volume será colocado automaticamente em mudo. Para melhorar a qualidade de recepção rádio: FM: Estique a antena MW: Rode o aparelho horizontalmente para uma melhor recepção. Memória de estações Este aparelho pode guardar até 10 estações FM e 10 estações MW. Armazenagem manual: 1. Selecione uma estação de rádio manualmente ou pela busca automática. 2. Pressione ⊛ . "P 01" piscará na tela. 3. Pressione ⇤ ou ⇥ para selecionar uma estação. 4. Pressione ⊛ para armazená-la. 5. Repita os passos 1-4 para memorizar todas as outras estações. Memorização automática: Mantenha ▸ pressionada por alguns segundos e o aparelho irá memorizar automaticamente as primeiras 10 estações FM ou 10 estações MW. Quando você armazena ou uma estação já armazenada estações, as estações anteriores serão automaticamente apagadas e substituídas pelas novas. Escutando estações memorizadas Pressione ▸ e repita essa ação quantas vezes for necessário para chegar na estação desejada. Utilize o botão ◂ ou ⇥ para regular o volume. bbox=[1795, 157, 2134, 598]
ce-mark-icon: CE bbox=[1726, 561, 1786, 620]
section-text: The lightning with the arrow symbol in the triangle is a warning sign alerting the user of "dangerous voltage" inside the unit. bbox=[1473, 260, 1764, 283]
section-heading: ESPECIFICAÇÕES bbox=[1795, 1260, 1882, 1272]
exclamation-warning-icon: ! bbox=[1437, 290, 1466, 316]
caution-row bbox=[722, 642, 1071, 687]
section-text: Bitte lesen sie dieses handbuch vor dem gebrauch des gerätes sorgfältig durch. bbox=[31, 1329, 324, 1351]
section-text: Alimentation: Secteur: 230V~50Hz, consommation: 4W Courant continu : 4x1.5V, type R14/ UM-2/"C" (non fournies) Radio : FM 87.5-108MHz MW 522-1620kHz Dimensions: 180(L) x 71(W) x 132(H) mm bbox=[722, 553, 983, 621]
section-text: - Lorsque l'unité est alimentée sur CC, si aucune touche n'est active pendant 8 secondes, l'affichage s'éteindra afin de préserver la durée de vie de la batterie. - Le cordon CA doit être débranché de l'alimentation pour que l'unité puisse fonctionner sur piles. - Lorsque l'appareil est connecté au secteur, la source d'alimentation bascule automatiquement en alimentation secteur. bbox=[362, 498, 700, 566]
language-row bbox=[0, 432, 341, 454]
section-text: Pressione ☼ para selecionar o brilho da tela: alto, baixo ou desligado. bbox=[1795, 1244, 2095, 1255]
gb-column bbox=[1080, 0, 1429, 1493]
language-code-tag: DE bbox=[2144, 506, 2169, 527]
pt-de-column bbox=[2144, 0, 2464, 1493]
section-heading: IMPORTANT bbox=[722, 750, 781, 762]
